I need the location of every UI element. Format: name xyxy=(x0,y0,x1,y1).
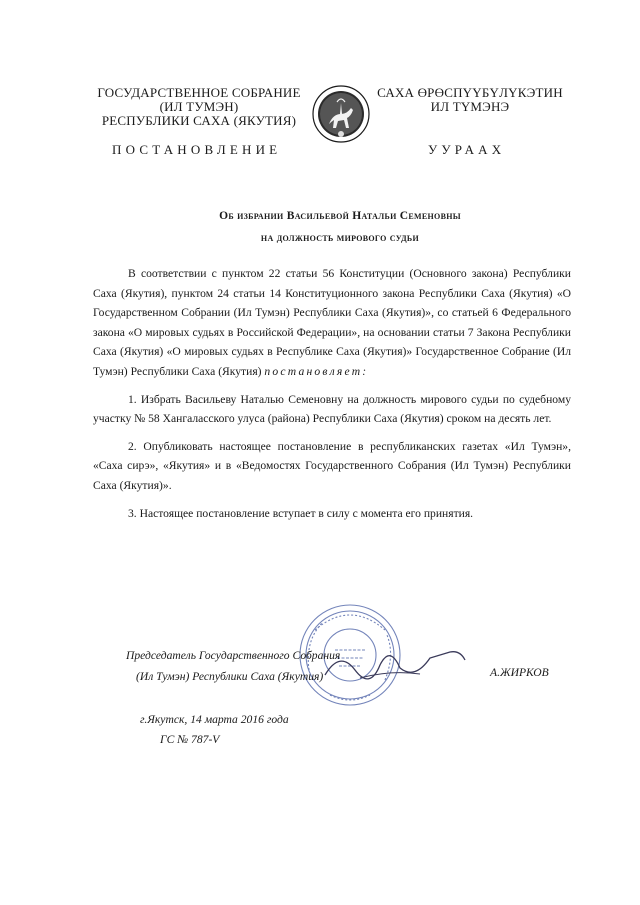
header-left-line: РЕСПУБЛИКИ САХА (ЯКУТИЯ) xyxy=(101,113,297,128)
header-right-line: САХА ӨРӨСПҮҮБҮЛҮКЭТИН xyxy=(377,85,563,100)
header-left-line: ГОСУДАРСТВЕННОЕ СОБРАНИЕ xyxy=(97,85,301,100)
document-body xyxy=(93,264,571,523)
resolves-word: постановляет: xyxy=(264,364,369,378)
signatory-position xyxy=(126,645,366,687)
place-and-date xyxy=(140,710,340,750)
position-line: Председатель Государственного Собрания xyxy=(126,649,341,662)
header-left-russian xyxy=(88,86,310,128)
header-left-line: (ИЛ ТУМЭН) xyxy=(159,99,239,114)
document-title xyxy=(140,205,540,249)
title-line: Об избрании Васильевой Натальи Семеновны xyxy=(219,210,461,222)
doc-kind-russian: ПОСТАНОВЛЕНИЕ xyxy=(112,142,282,157)
item-3: 3. Настоящее постановление вступает в силу с момента его принятия. xyxy=(128,506,474,520)
position-line: (Ил Тумэн) Республики Саха (Якутия) xyxy=(136,670,324,683)
preamble-text: В соответствии с пунктом 22 статьи 56 Конституции (Основного закона) Республики Саха (Якутия), пунктом 24 статьи 14 Конституционного закона Республики Саха (Якутия) «О Государственном Собрании (Ил Тумэн) Республики Саха (Якутия)», со статьей 6 Федерального закона «О мировых судьях в Российской Федерации», на основании статьи 7 Закона Республики Саха (Якутия) «О мировых судьях в Республике Саха (Якутия)» Государственное Собрание (Ил Тумэн) Республики Саха (Якутия) xyxy=(93,267,571,378)
document-number: ГС № 787-V xyxy=(160,733,220,746)
preamble-paragraph xyxy=(93,264,571,382)
item-2: 2. Опубликовать настоящее постановление в республиканских газетах «Ил Тумэн», «Саха сирэ», «Якутия» и в «Ведомостях Государственного Собрания (Ил Тумэн) Республики Саха (Якутия)». xyxy=(93,439,571,492)
place-date-line: г.Якутск, 14 марта 2016 года xyxy=(140,713,289,726)
header-right-line: ИЛ ТҮМЭНЭ xyxy=(430,99,510,114)
coat-of-arms-emblem-icon xyxy=(311,84,371,144)
doc-kind-yakut: УУРААХ xyxy=(428,142,506,157)
title-line: на должность мирового судьи xyxy=(260,232,420,244)
item-1: 1. Избрать Васильеву Наталью Семеновну на должность мирового судьи по судебному участку № 58 Хангаласского улуса (района) Республики Саха (Якутия) сроком на десять лет. xyxy=(93,392,571,426)
signatory-name: А.ЖИРКОВ xyxy=(490,666,549,679)
header-right-yakut xyxy=(372,86,568,114)
